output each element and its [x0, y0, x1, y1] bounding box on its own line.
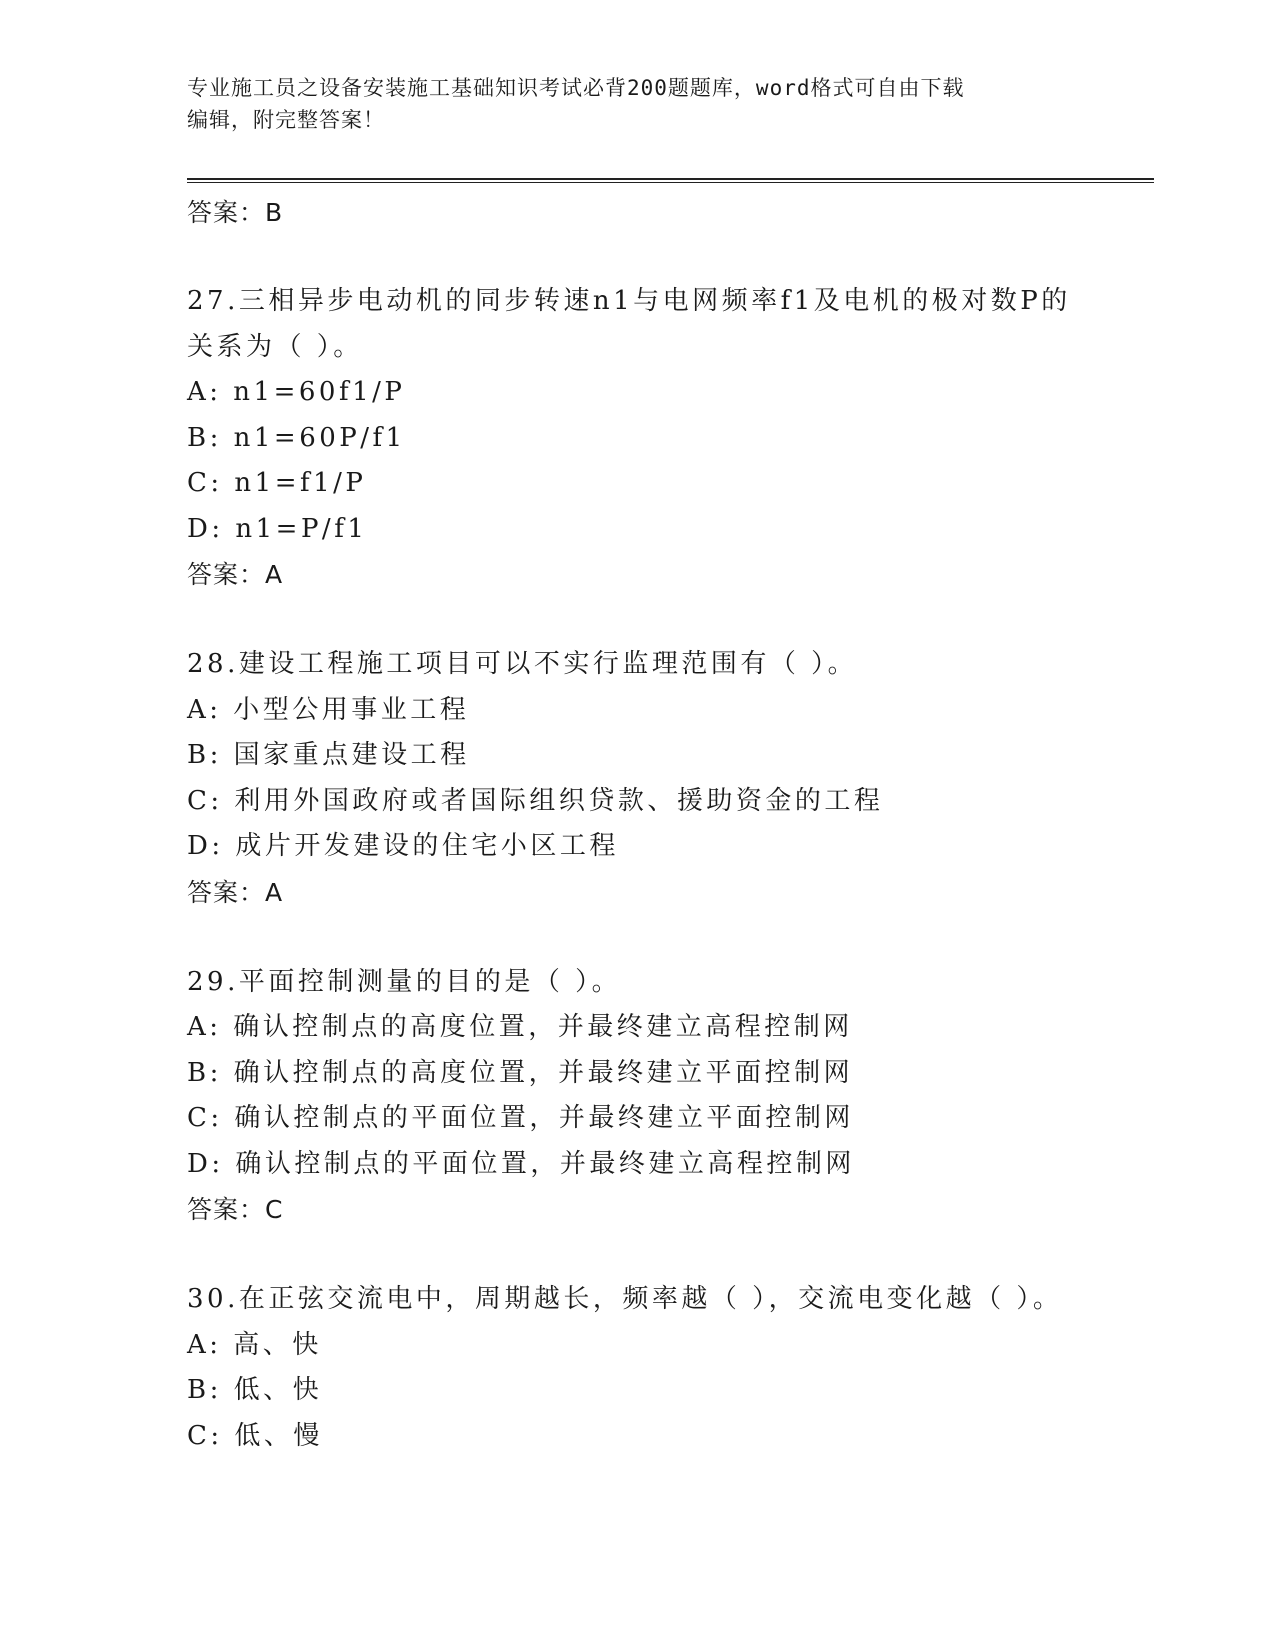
question-28-option-c: C: 利用外国政府或者国际组织贷款、援助资金的工程	[187, 785, 884, 816]
question-27-option-a: A: n1=60f1/P	[187, 377, 406, 407]
question-27-stem-line-1: 27.三相异步电动机的同步转速n1与电网频率f1及电机的极对数P的	[187, 286, 1071, 316]
question-28	[187, 642, 1154, 915]
header-line-2: 编辑，附完整答案！	[187, 108, 385, 132]
question-30-stem	[187, 1277, 1154, 1323]
question-29-option-d: D: 确认控制点的平面位置，并最终建立高程控制网	[187, 1148, 855, 1179]
question-27	[187, 279, 1154, 597]
question-29-stem	[187, 960, 1154, 1006]
question-27-stem	[187, 279, 1154, 370]
question-29-stem-line-1: 29.平面控制测量的目的是（ ）。	[187, 966, 622, 997]
question-28-stem-line-1: 28.建设工程施工项目可以不实行监理范围有（ ）。	[187, 649, 858, 679]
answer-29: 答案：C	[187, 1195, 284, 1224]
answer-28: 答案：A	[187, 877, 284, 907]
question-29-option-b: B: 确认控制点的高度位置，并最终建立平面控制网	[187, 1057, 854, 1088]
question-27-option-c: C: n1=f1/P	[187, 468, 367, 498]
document-header	[187, 72, 1087, 136]
question-30-option-a: A: 高、快	[187, 1329, 322, 1360]
question-28-stem	[187, 642, 1154, 688]
question-27-option-b: B: n1=60P/f1	[187, 422, 406, 453]
header-line-1: 专业施工员之设备安装施工基础知识考试必背200题题库，word格式可自由下载	[187, 76, 965, 100]
answer-26: 答案：B	[187, 198, 284, 227]
question-30-option-c: C: 低、慢	[187, 1420, 323, 1451]
question-list	[187, 190, 1154, 1459]
question-28-option-a: A: 小型公用事业工程	[187, 694, 470, 725]
question-27-option-d: D: n1=P/f1	[187, 513, 368, 544]
header-divider	[187, 178, 1154, 183]
question-27-stem-line-2: 关系为（ ）。	[187, 331, 363, 362]
question-28-option-d: D: 成片开发建设的住宅小区工程	[187, 831, 619, 861]
answer-27: 答案：A	[187, 560, 284, 589]
question-29-option-c: C: 确认控制点的平面位置，并最终建立平面控制网	[187, 1103, 854, 1133]
question-29	[187, 960, 1154, 1233]
question-28-option-b: B: 国家重点建设工程	[187, 740, 470, 770]
question-29-option-a: A: 确认控制点的高度位置，并最终建立高程控制网	[187, 1012, 853, 1042]
question-30	[187, 1277, 1154, 1459]
question-30-stem-line-1: 30.在正弦交流电中，周期越长，频率越（ ），交流电变化越（ ）。	[187, 1284, 1063, 1314]
question-30-option-b: B: 低、快	[187, 1375, 323, 1405]
